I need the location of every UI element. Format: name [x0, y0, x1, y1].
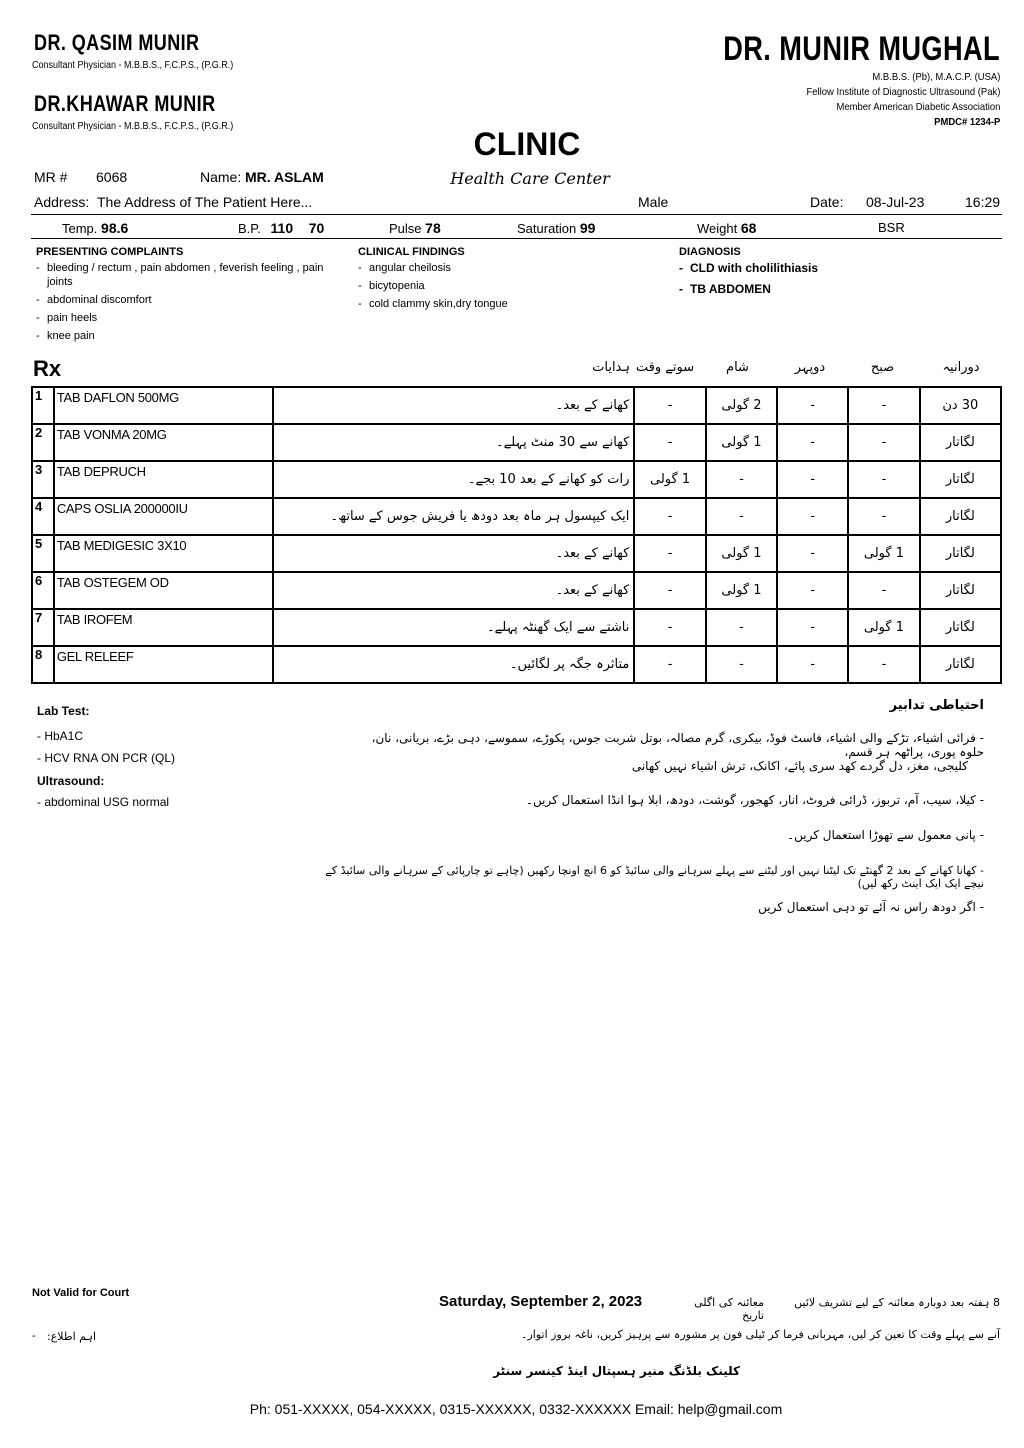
- noon-dose: -: [777, 461, 848, 498]
- pulse-group: [389, 220, 441, 236]
- row-number: 2: [32, 424, 54, 461]
- list-item: - HbA1C: [37, 729, 84, 743]
- instruction: رات کو کھانے کے بعد 10 بجے۔: [273, 461, 635, 498]
- list-item: - bicytopenia: [358, 280, 425, 292]
- contact-info: Ph: 051-XXXXX, 054-XXXXX, 0315-XXXXXX, 0332-XXXXXX Email: help@gmail.com: [249, 1401, 783, 1417]
- divider: [31, 238, 1002, 239]
- row-number: 7: [32, 609, 54, 646]
- medicine-name: TAB DEPRUCH: [54, 461, 273, 498]
- morning-dose: -: [848, 387, 919, 424]
- noon-dose: -: [777, 572, 848, 609]
- evening-dose: -: [706, 498, 777, 535]
- morning-dose: -: [848, 461, 919, 498]
- precautions-title: احتیاطی تدابیر: [889, 698, 984, 713]
- clinic-title: CLINIC: [473, 126, 581, 162]
- doctor-name-2: DR.KHAWAR MUNIR: [34, 91, 216, 116]
- doctor-credentials-2: Consultant Physician - M.B.B.S., F.C.P.S., (P.G.R.): [32, 121, 234, 132]
- important-label: اہم اطلاع:: [47, 1330, 96, 1343]
- bp-group: [238, 220, 324, 236]
- precaution-item: - پانی معمول سے تھوڑا استعمال کریں۔: [787, 828, 984, 842]
- medicine-name: TAB MEDIGESIC 3X10: [54, 535, 273, 572]
- complaints-title: PRESENTING COMPLAINTS: [36, 246, 184, 258]
- noon-dose: -: [777, 387, 848, 424]
- patient-address: The Address of The Patient Here...: [97, 194, 313, 210]
- doctor-name-1: DR. QASIM MUNIR: [34, 30, 200, 55]
- instruction: کھانے کے بعد۔: [273, 387, 635, 424]
- medicine-name: TAB VONMA 20MG: [54, 424, 273, 461]
- address-label: Address:: [34, 194, 90, 210]
- duration: لگاتار: [920, 646, 1001, 683]
- saturation-value: 99: [579, 220, 596, 236]
- list-item: - TB ABDOMEN: [679, 282, 771, 296]
- header-duration: دورانیہ: [942, 360, 980, 375]
- duration: لگاتار: [920, 498, 1001, 535]
- duration: لگاتار: [920, 535, 1001, 572]
- clinic-subtitle: Health Care Center: [450, 169, 610, 188]
- duration: لگاتار: [920, 461, 1001, 498]
- noon-dose: -: [777, 498, 848, 535]
- header-noon: دوپہر: [794, 360, 826, 375]
- morning-dose: -: [848, 424, 919, 461]
- diagnosis-title: DIAGNOSIS: [679, 246, 741, 258]
- findings-list: [358, 261, 658, 311]
- important-value: -: [32, 1330, 36, 1342]
- bp-systolic: 110: [270, 220, 294, 236]
- bedtime-dose: -: [634, 535, 705, 572]
- weight-group: [697, 220, 756, 236]
- precaution-item: - اگر دودھ راس نہ آئے تو دہی استعمال کریں: [758, 900, 984, 914]
- duration: 30 دن: [920, 387, 1001, 424]
- precaution-item: - کیلا، سیب، آم، تربوز، ڈرائی فروٹ، انار، کھجور، گوشت، دودھ، ابلا ہوا انڈا استعمال کریں۔: [525, 793, 984, 807]
- table-row: [32, 535, 1001, 572]
- credential-line: M.B.B.S. (Pb), M.A.C.P. (USA): [872, 71, 1000, 83]
- evening-dose: 1 گولی: [706, 424, 777, 461]
- saturation-group: [517, 220, 595, 236]
- morning-dose: 1 گولی: [848, 535, 919, 572]
- list-item: - cold clammy skin,dry tongue: [358, 298, 508, 310]
- clinic-address-urdu: کلینک بلڈنگ منیر ہسپتال اینڈ کینسر سنٹر: [493, 1364, 740, 1378]
- medicine-name: CAPS OSLIA 200000IU: [54, 498, 273, 535]
- evening-dose: 1 گولی: [706, 535, 777, 572]
- weight-label: Weight: [697, 221, 738, 236]
- instruction: کھانے سے 30 منٹ پہلے۔: [273, 424, 635, 461]
- noon-dose: -: [777, 424, 848, 461]
- table-row: [32, 498, 1001, 535]
- weight-value: 68: [740, 220, 757, 236]
- main-doctor-credentials: [806, 70, 1000, 130]
- list-item: - HCV RNA ON PCR (QL): [37, 751, 176, 765]
- evening-dose: -: [706, 609, 777, 646]
- temp-value: 98.6: [101, 220, 129, 236]
- header-instructions: ہدایات: [592, 360, 630, 375]
- pmdc-number: PMDC# 1234-P: [933, 116, 1000, 128]
- header-evening: شام: [726, 360, 749, 375]
- mr-label: MR #: [34, 169, 68, 185]
- pulse-value: 78: [425, 220, 441, 236]
- date-label: Date:: [810, 194, 844, 210]
- header-bedtime: سوتے وقت: [635, 360, 695, 375]
- list-item: - pain heels: [36, 312, 98, 324]
- pulse-label: Pulse: [389, 221, 422, 236]
- precaution-item: - فرائی اشیاء، تڑکے والی اشیاء، فاسٹ فوڈ، بیکری، گرم مصالہ، بوتل شربت جوس، پکوڑے، سموسے، دہی بڑے، بریانی، نان، حلوہ پوری، پراٹھہ ہر قسم،: [371, 731, 984, 759]
- bedtime-dose: 1 گولی: [634, 461, 705, 498]
- temp-group: [62, 220, 128, 236]
- morning-dose: -: [848, 646, 919, 683]
- medicine-name: TAB DAFLON 500MG: [54, 387, 273, 424]
- row-number: 1: [32, 387, 54, 424]
- divider: [31, 214, 1002, 215]
- instruction: ایک کیپسول ہر ماہ بعد دودھ یا فریش جوس کے ساتھ۔: [273, 498, 635, 535]
- patient-gender: Male: [638, 194, 669, 210]
- instruction: کھانے کے بعد۔: [273, 535, 635, 572]
- morning-dose: 1 گولی: [848, 609, 919, 646]
- name-label: Name:: [200, 169, 242, 185]
- next-visit-label: معائنہ کی اگلی تاریخ: [694, 1296, 764, 1322]
- medicine-name: TAB OSTEGEM OD: [54, 572, 273, 609]
- doctor-credentials-1: Consultant Physician - M.B.B.S., F.C.P.S., (P.G.R.): [32, 60, 234, 71]
- lab-list: [37, 725, 175, 769]
- evening-dose: 2 گولی: [706, 387, 777, 424]
- instruction: کھانے کے بعد۔: [273, 572, 635, 609]
- not-valid-note: Not Valid for Court: [32, 1287, 130, 1299]
- appointment-note: آنے سے پہلے وقت کا تعین کر لیں، مہربانی فرما کر ٹیلی فون پر مشورہ سے پرہیز کریں، ناغہ بروز اتوار۔: [521, 1328, 1000, 1341]
- row-number: 8: [32, 646, 54, 683]
- complaints-list: [36, 261, 352, 343]
- diagnosis-list: [679, 261, 818, 296]
- evening-dose: -: [706, 646, 777, 683]
- ultrasound-item: - abdominal USG normal: [37, 795, 170, 809]
- table-row: [32, 646, 1001, 683]
- credential-line: Fellow Institute of Diagnostic Ultrasound (Pak): [806, 86, 1000, 98]
- precaution-item: کلیجی، مغز، دل گردے کھد سری پائے، اکانک، ترش اشیاء نہیں کھانی: [631, 759, 968, 773]
- bedtime-dose: -: [634, 609, 705, 646]
- duration: لگاتار: [920, 609, 1001, 646]
- list-item: - abdominal discomfort: [36, 294, 152, 306]
- morning-dose: -: [848, 572, 919, 609]
- table-row: [32, 387, 1001, 424]
- header-morning: صبح: [870, 360, 895, 375]
- instruction: متاثرہ جگہ پر لگائیں۔: [273, 646, 635, 683]
- noon-dose: -: [777, 535, 848, 572]
- bedtime-dose: -: [634, 424, 705, 461]
- noon-dose: -: [777, 609, 848, 646]
- bedtime-dose: -: [634, 572, 705, 609]
- row-number: 3: [32, 461, 54, 498]
- table-row: [32, 609, 1001, 646]
- mr-value: 6068: [96, 169, 128, 185]
- revisit-note: 8 ہفتہ بعد دوبارہ معائنہ کے لیے تشریف لائیں: [794, 1296, 1000, 1309]
- list-item: - angular cheilosis: [358, 262, 451, 274]
- bsr-label: BSR: [878, 220, 905, 235]
- bp-diastolic: 70: [308, 220, 325, 236]
- list-item: - CLD with cholilithiasis: [679, 261, 819, 275]
- list-item: - bleeding / rectum , pain abdomen , feverish feeling , pain joints: [36, 262, 324, 288]
- duration: لگاتار: [920, 424, 1001, 461]
- instruction: ناشتے سے ایک گھنٹہ پہلے۔: [273, 609, 635, 646]
- main-doctor-name: DR. MUNIR MUGHAL: [723, 30, 1000, 68]
- visit-date: 08-Jul-23: [866, 194, 925, 210]
- evening-dose: 1 گولی: [706, 572, 777, 609]
- lab-title: Lab Test:: [37, 704, 90, 718]
- prescription-table: [31, 386, 1002, 684]
- medicine-name: GEL RELEEF: [54, 646, 273, 683]
- patient-name: MR. ASLAM: [245, 169, 324, 185]
- rx-label: Rx: [33, 356, 62, 381]
- findings-title: CLINICAL FINDINGS: [358, 246, 465, 258]
- row-number: 4: [32, 498, 54, 535]
- evening-dose: -: [706, 461, 777, 498]
- bedtime-dose: -: [634, 498, 705, 535]
- visit-time: 16:29: [965, 194, 1001, 210]
- row-number: 6: [32, 572, 54, 609]
- bedtime-dose: -: [634, 646, 705, 683]
- table-row: [32, 424, 1001, 461]
- bedtime-dose: -: [634, 387, 705, 424]
- precaution-item: - کھانا کھانے کے بعد 2 گھنٹے تک لیٹنا نہیں اور لیٹنے سے پہلے سرہانے والی سائیڈ کو 6 انچ اونچا رکھیں (چاہے تو چارپائی کے سرہانے والی سائیڈ کے نیچے ایک ایک اینٹ رکھ لیں): [325, 864, 984, 890]
- ultrasound-title: Ultrasound:: [37, 774, 105, 788]
- temp-label: Temp.: [62, 221, 98, 236]
- table-row: [32, 572, 1001, 609]
- medicine-name: TAB IROFEM: [54, 609, 273, 646]
- noon-dose: -: [777, 646, 848, 683]
- duration: لگاتار: [920, 572, 1001, 609]
- morning-dose: -: [848, 498, 919, 535]
- row-number: 5: [32, 535, 54, 572]
- credential-line: Member American Diabetic Association: [836, 101, 1000, 113]
- bp-label: B.P.: [238, 221, 261, 236]
- list-item: - knee pain: [36, 330, 95, 342]
- next-visit-date: Saturday, September 2, 2023: [439, 1293, 643, 1310]
- saturation-label: Saturation: [517, 221, 577, 236]
- table-row: [32, 461, 1001, 498]
